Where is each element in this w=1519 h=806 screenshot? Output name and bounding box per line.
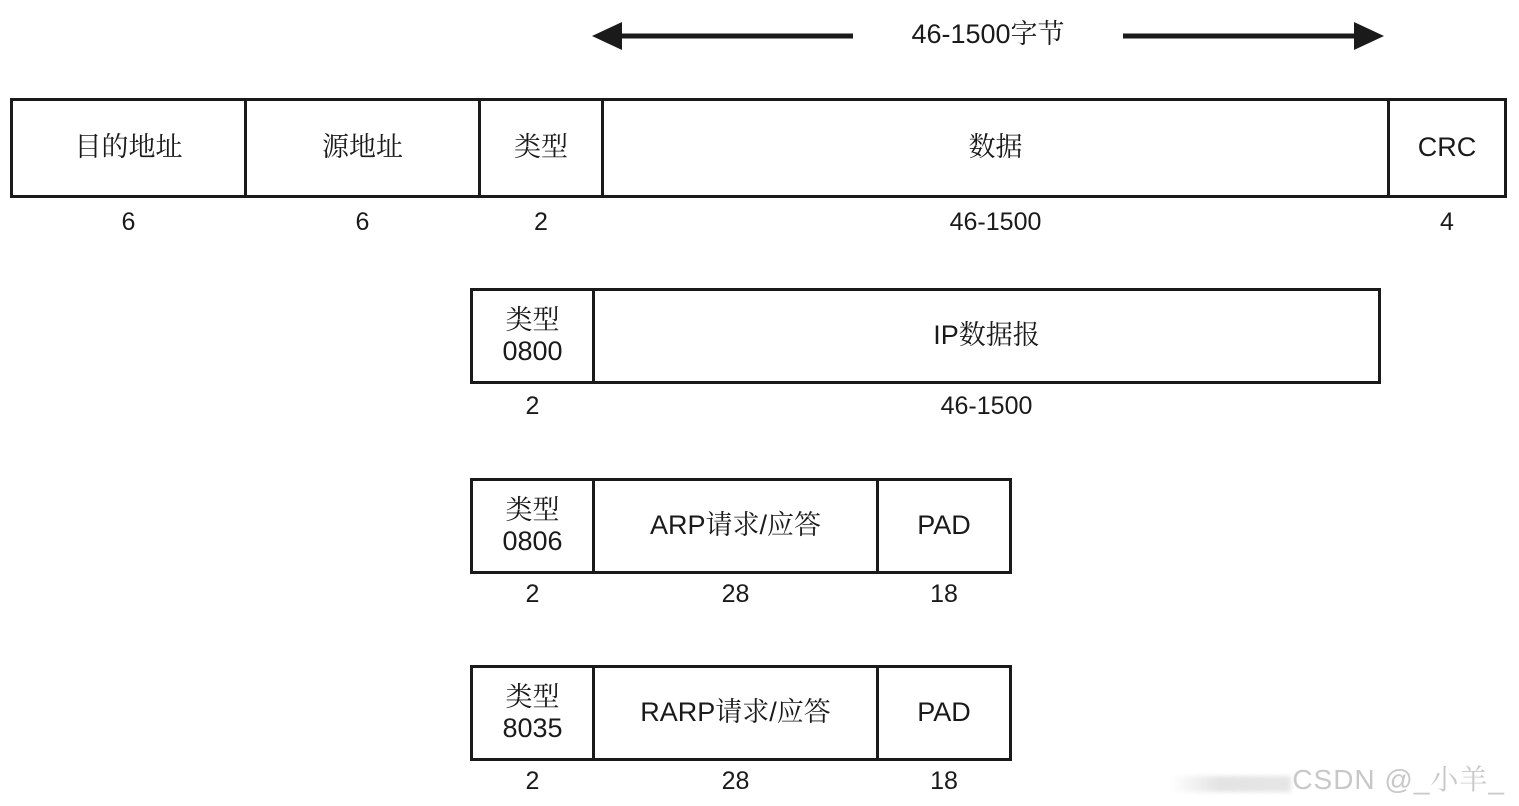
field-type-8035-label: [502, 682, 562, 744]
watermark: CSDN @_小羊_: [1292, 764, 1505, 795]
watermark-smudge: [1171, 776, 1291, 792]
field-type-8035-line2: 8035: [502, 713, 563, 743]
size-type-0800: 2: [525, 392, 540, 420]
field-type-8035: [470, 665, 595, 761]
field-rarp-pad-label: PAD: [917, 697, 971, 728]
rarp-sizes: [470, 767, 1012, 801]
field-type-8035-line1: 类型: [505, 681, 560, 712]
field-type: [478, 98, 604, 198]
field-rarp-request-reply: [592, 665, 879, 761]
arp-row: [470, 478, 1012, 574]
ethernet-frame-row: [10, 98, 1507, 198]
arp-sizes: [470, 580, 1012, 614]
field-data-label: 数据: [968, 132, 1023, 163]
field-src-address: [244, 98, 481, 198]
ip-datagram-sizes: [470, 392, 1378, 426]
field-rarp-request-reply-label: RARP请求/应答: [640, 697, 831, 728]
size-type-0806: 2: [525, 580, 540, 608]
field-ip-datagram-label: IP数据报: [933, 320, 1040, 351]
frame-span-label: 46-1500字节: [853, 16, 1123, 52]
field-rarp-pad: [876, 665, 1012, 761]
field-type-0800-line2: 0800: [502, 336, 563, 366]
field-arp-request-reply: [592, 478, 879, 574]
size-data: 46-1500: [949, 208, 1042, 236]
size-rarp-request-reply: 28: [721, 767, 750, 795]
field-type-0800-label: [502, 305, 562, 367]
field-type-label: 类型: [514, 132, 568, 163]
field-type-0806-line2: 0806: [502, 526, 563, 556]
field-type-0800-line1: 类型: [505, 304, 560, 335]
size-type-8035: 2: [525, 767, 540, 795]
size-arp-request-reply: 28: [721, 580, 750, 608]
field-dest-address-label: 目的地址: [74, 132, 183, 163]
field-type-0800: [470, 288, 595, 384]
ip-datagram-row: [470, 288, 1381, 384]
field-crc: [1387, 98, 1507, 198]
size-dest-address: 6: [121, 208, 136, 236]
field-dest-address: [10, 98, 247, 198]
size-src-address: 6: [355, 208, 370, 236]
field-arp-pad: [876, 478, 1012, 574]
size-crc: 4: [1440, 208, 1454, 236]
size-type: 2: [534, 208, 548, 236]
size-rarp-pad: 18: [930, 767, 958, 795]
field-arp-request-reply-label: ARP请求/应答: [649, 510, 822, 541]
size-ip-datagram: 46-1500: [940, 392, 1033, 420]
field-src-address-label: 源地址: [322, 132, 403, 163]
field-data: [601, 98, 1390, 198]
field-type-0806: [470, 478, 595, 574]
size-arp-pad: 18: [930, 580, 958, 608]
ethernet-frame-sizes: [10, 208, 1507, 242]
field-type-0806-line1: 类型: [505, 494, 560, 525]
rarp-row: [470, 665, 1012, 761]
field-ip-datagram: [592, 288, 1381, 384]
field-type-0806-label: [502, 495, 562, 557]
field-crc-label: CRC: [1417, 132, 1477, 163]
field-arp-pad-label: PAD: [917, 510, 971, 541]
